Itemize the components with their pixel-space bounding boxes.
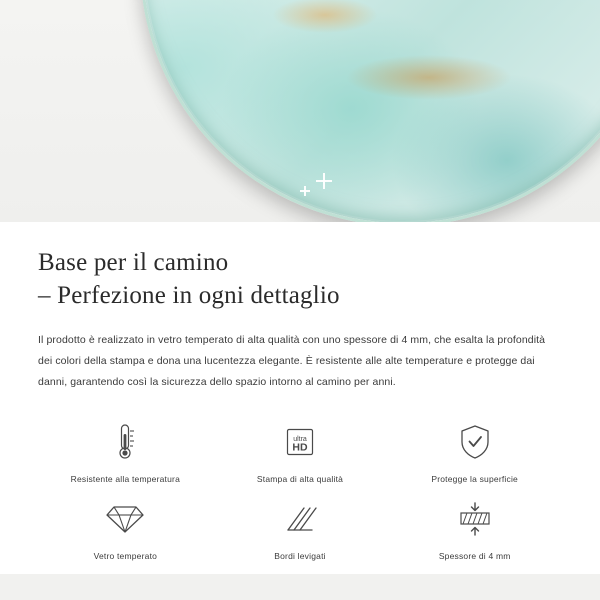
polished-edges-icon — [282, 496, 318, 542]
page-title-line-1: Base per il camino — [38, 249, 229, 276]
product-description-text: Il prodotto è realizzato in vetro temperato di alta qualità con uno spessore di 4 mm, che esalta la profondità dei colori della stampa e dona una lucentezza elegante. È resistente alle alte temperature e protegge dai danni, garantendo così la sicurezza dello spazio intorno al camino per anni. — [38, 334, 546, 388]
feature-label: Spessore di 4 mm — [438, 551, 511, 561]
svg-text:ultra: ultra — [293, 436, 307, 443]
page-title — [38, 222, 562, 312]
glass-plate — [140, 0, 600, 222]
content-area — [0, 222, 600, 561]
bottom-bar — [0, 574, 600, 600]
feature-item — [213, 496, 388, 561]
thickness-arrows-icon — [455, 496, 495, 542]
page-title-line-2: – Perfezione in ogni dettaglio — [38, 282, 340, 309]
ultra-hd-icon — [280, 419, 320, 465]
thermometer-icon — [112, 419, 138, 465]
feature-item — [38, 496, 213, 561]
feature-label: Protegge la superficie — [431, 474, 518, 484]
feature-label: Stampa di alta qualità — [256, 474, 344, 484]
feature-grid — [38, 419, 562, 561]
shield-check-icon — [458, 419, 492, 465]
feature-item — [213, 419, 388, 484]
feature-item — [387, 419, 562, 484]
feature-item — [387, 496, 562, 561]
feature-item — [38, 419, 213, 484]
diamond-icon — [105, 496, 145, 542]
feature-label: Bordi levigati — [274, 551, 326, 561]
feature-label: Vetro temperato — [93, 551, 158, 561]
feature-label: Resistente alla temperatura — [70, 474, 180, 484]
svg-text:HD: HD — [292, 441, 308, 454]
hero-image — [0, 0, 600, 222]
